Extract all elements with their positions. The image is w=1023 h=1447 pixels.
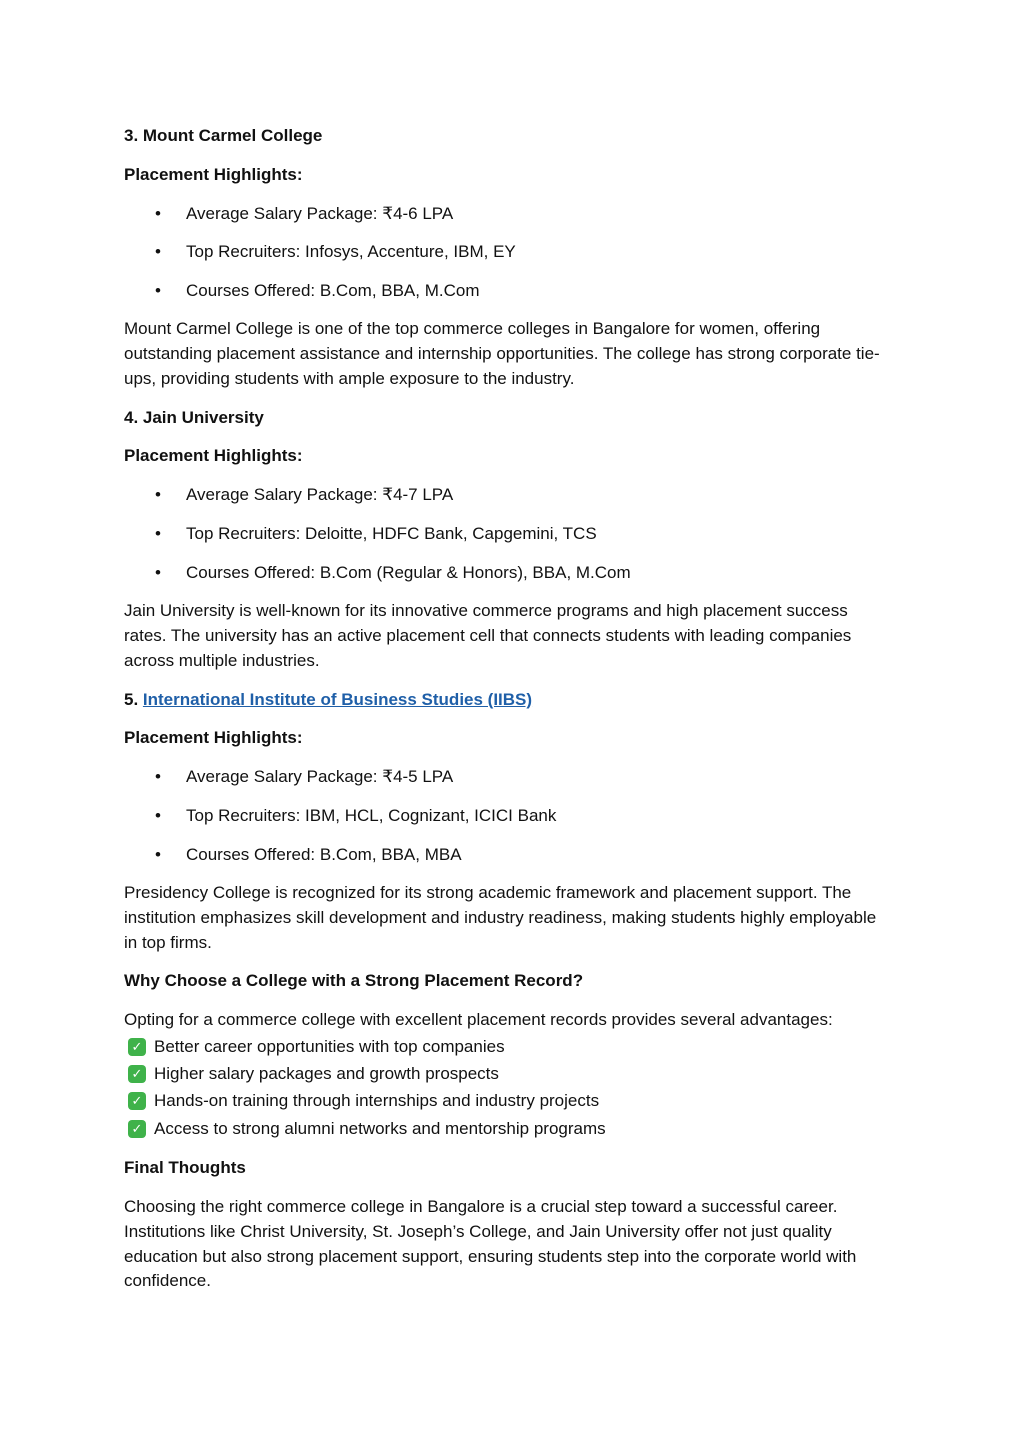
list-item: Top Recruiters: Deloitte, HDFC Bank, Capgemini, TCS bbox=[186, 524, 597, 543]
paragraph-line: institution emphasizes skill development and industry readiness, making students highly employable bbox=[124, 908, 877, 927]
paragraph-line: ups, providing students with ample exposure to the industry. bbox=[124, 369, 575, 388]
placement-highlights-label: Placement Highlights: bbox=[124, 165, 303, 184]
list-item: Courses Offered: B.Com, BBA, M.Com bbox=[186, 281, 480, 300]
list-item: Courses Offered: B.Com, BBA, MBA bbox=[186, 845, 462, 864]
section-heading: 4. Jain University bbox=[124, 408, 264, 427]
checklist-text: Higher salary packages and growth prospects bbox=[154, 1064, 499, 1083]
list-item: Average Salary Package: ₹4-7 LPA bbox=[186, 485, 454, 504]
check-mark-icon: ✓ bbox=[128, 1065, 146, 1083]
placement-highlights-label: Placement Highlights: bbox=[124, 446, 303, 465]
paragraph-line: Mount Carmel College is one of the top commerce colleges in Bangalore for women, offering bbox=[124, 319, 821, 338]
bullet-icon: • bbox=[155, 563, 161, 582]
bullet-icon: • bbox=[155, 485, 161, 504]
list-item: Top Recruiters: Infosys, Accenture, IBM, EY bbox=[186, 242, 516, 261]
list-item: Average Salary Package: ₹4-5 LPA bbox=[186, 767, 454, 786]
checklist-text: Hands-on training through internships and industry projects bbox=[154, 1091, 600, 1110]
paragraph-line: education but also strong placement support, ensuring students step into the corporate world with bbox=[124, 1247, 857, 1266]
paragraph-line: Institutions like Christ University, St. Joseph’s College, and Jain University offer not just quality bbox=[124, 1222, 832, 1241]
paragraph-line: rates. The university has an active placement cell that connects students with leading companies bbox=[124, 626, 852, 645]
paragraph-line: Presidency College is recognized for its strong academic framework and placement support. The bbox=[124, 883, 852, 902]
paragraph-line: Choosing the right commerce college in Bangalore is a crucial step toward a successful career. bbox=[124, 1197, 838, 1216]
paragraph-line: outstanding placement assistance and internship opportunities. The college has strong corporate tie- bbox=[124, 344, 880, 363]
paragraph-line: across multiple industries. bbox=[124, 651, 320, 670]
check-mark-icon: ✓ bbox=[128, 1120, 146, 1138]
list-item: Courses Offered: B.Com (Regular & Honors), BBA, M.Com bbox=[186, 563, 631, 582]
paragraph-line: Opting for a commerce college with excellent placement records provides several advantages: bbox=[124, 1010, 833, 1029]
check-mark-icon: ✓ bbox=[128, 1092, 146, 1110]
list-item: Average Salary Package: ₹4-6 LPA bbox=[186, 204, 454, 223]
section-heading: 3. Mount Carmel College bbox=[124, 126, 323, 145]
checklist-item bbox=[128, 1119, 606, 1139]
checklist-text: Access to strong alumni networks and mentorship programs bbox=[154, 1119, 606, 1138]
bullet-icon: • bbox=[155, 767, 161, 786]
iibs-link[interactable]: International Institute of Business Studies (IIBS) bbox=[142, 690, 533, 709]
paragraph-line: confidence. bbox=[124, 1271, 211, 1290]
bullet-icon: • bbox=[155, 281, 161, 300]
bullet-icon: • bbox=[155, 204, 161, 223]
section-heading: Why Choose a College with a Strong Placement Record? bbox=[124, 971, 584, 990]
bullet-icon: • bbox=[155, 524, 161, 543]
checklist-item bbox=[128, 1091, 599, 1111]
checklist-item bbox=[128, 1037, 505, 1057]
placement-highlights-label: Placement Highlights: bbox=[124, 728, 303, 747]
section-number: 5. bbox=[124, 690, 143, 709]
bullet-icon: • bbox=[155, 242, 161, 261]
paragraph-line: in top firms. bbox=[124, 933, 212, 952]
section-heading bbox=[124, 690, 532, 710]
bullet-icon: • bbox=[155, 806, 161, 825]
section-heading: Final Thoughts bbox=[124, 1158, 246, 1177]
paragraph-line: Jain University is well-known for its innovative commerce programs and high placement success bbox=[124, 601, 848, 620]
checklist-text: Better career opportunities with top companies bbox=[154, 1037, 505, 1056]
check-mark-icon: ✓ bbox=[128, 1038, 146, 1056]
bullet-icon: • bbox=[155, 845, 161, 864]
checklist-item bbox=[128, 1064, 499, 1084]
list-item: Top Recruiters: IBM, HCL, Cognizant, ICICI Bank bbox=[186, 806, 557, 825]
